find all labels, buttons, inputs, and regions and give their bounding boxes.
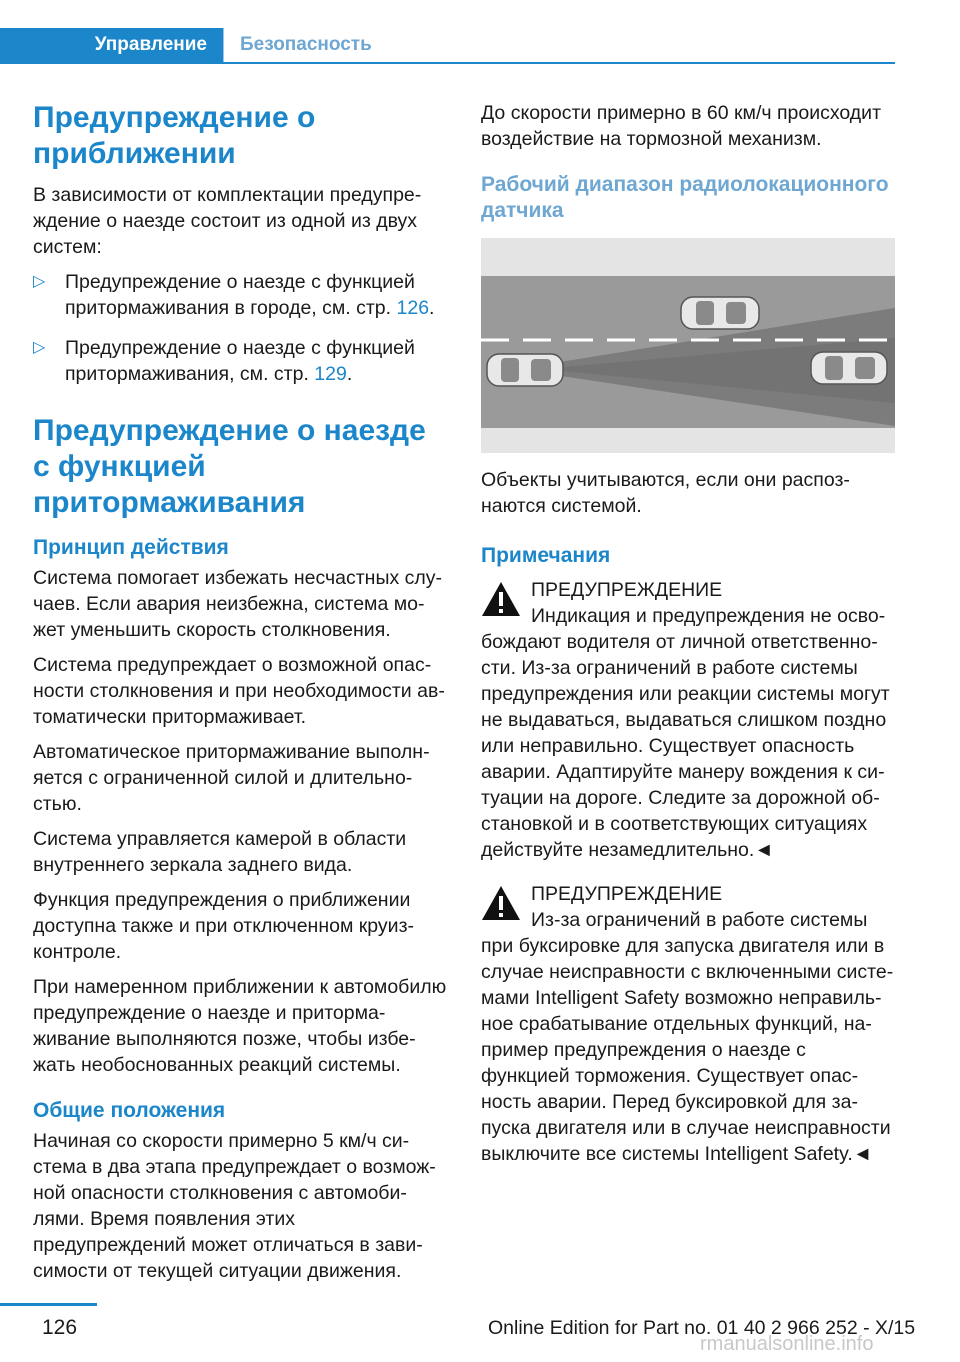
car-front-icon xyxy=(681,297,759,329)
principle-paragraph: Система помогает избежать несчастных случаев. Если авария неизбежна, система может уменьшить скорость столкновения. xyxy=(33,567,443,641)
principle-paragraph: Система предупреждает о возможной опасности столкновения и при необходимости автоматически притормаживает. xyxy=(33,654,445,728)
triangle-bullet-icon: ▷ xyxy=(33,273,46,290)
heading-general: Общие положения xyxy=(33,1099,226,1122)
brake-paragraph: До скорости примерно в 60 км/ч происходит воздействие на тормозной механизм. xyxy=(481,102,881,150)
bullet-text: Предупреждение о наезде с функцией притормаживания, см. стр. xyxy=(65,337,415,385)
general-paragraph: Начиная со скорости примерно 5 км/ч система в два этапа предупреждает о возможной опасности столкновения с автомобилями. Время появления этих предупреждений может отличаться в зависимости от текущей ситуации движения. xyxy=(33,1130,436,1282)
watermark: rmanualsonline.info xyxy=(700,1333,874,1355)
warning-title: ПРЕДУПРЕЖДЕНИЕ xyxy=(531,579,723,601)
warning-triangle-icon xyxy=(481,581,521,617)
warning-triangle-icon xyxy=(481,885,521,921)
warning-text: Из-за ограничений в работе системы при буксировке для запуска двигателя или в случае неисправности с включенными системами Intelligent Safety возможно неправильное срабатывание отдельных функций, например предупреждения о наезде с функцией торможения. Существует опасность аварии. Перед буксировкой для запуска двигателя или в случае неисправности выключите все системы Intelligent Safety.◄ xyxy=(481,909,894,1165)
intro-paragraph: В зависимости от комплектации предупреждение о наезде состоит из одной из двух систем: xyxy=(33,184,422,258)
list-item: ▷ Предупреждение о наезде с функцией притормаживания, см. стр. 129. xyxy=(33,337,415,385)
heading-principle: Принцип действия xyxy=(33,536,229,559)
heading-approach-warning: Предупреждение о приближении xyxy=(33,101,316,170)
figure-caption: Объекты учитываются, если они распознаются системой. xyxy=(481,469,850,517)
car-ahead-icon xyxy=(811,352,887,384)
page-reference-link[interactable]: 126 xyxy=(396,297,430,319)
heading-collision-warning: Предупреждение о наезде с функцией притормаживания xyxy=(33,414,426,519)
left-column xyxy=(33,100,448,1293)
right-column xyxy=(481,100,896,1167)
road-diagram xyxy=(481,238,895,453)
principle-paragraph: Система управляется камерой в области внутреннего зеркала заднего вида. xyxy=(33,828,407,876)
principle-paragraph: Функция предупреждения о приближении доступна также и при отключенном круиз-контроле. xyxy=(33,889,415,963)
warning-title: ПРЕДУПРЕЖДЕНИЕ xyxy=(531,883,723,905)
tab-safety[interactable]: Безопасность xyxy=(240,34,372,55)
section-tabs xyxy=(0,28,895,64)
triangle-bullet-icon: ▷ xyxy=(33,339,46,356)
warning-block xyxy=(481,881,896,1167)
tab-divider xyxy=(223,28,224,62)
heading-radar-range: Рабочий диапазон радиолокационного датчика xyxy=(481,173,889,222)
warning-block xyxy=(481,577,896,863)
page-number: 126 xyxy=(42,1316,78,1339)
principle-paragraph: При намеренном приближении к автомобилю предупреждение о наезде и притормaживание выполняются позже, чтобы избежать необоснованных реакций системы. xyxy=(33,976,447,1076)
radar-range-illustration xyxy=(481,238,895,453)
tab-control[interactable]: Управление xyxy=(0,28,223,62)
list-item: ▷ Предупреждение о наезде с функцией притормаживания в городе, см. стр. 126. xyxy=(33,271,435,319)
heading-notes: Примечания xyxy=(481,544,611,567)
footer-rule xyxy=(0,1303,97,1306)
edition-info: Online Edition for Part no. 01 40 2 966 252 - X/15 xyxy=(488,1317,916,1339)
car-own-icon xyxy=(487,354,563,386)
page-reference-link[interactable]: 129 xyxy=(314,363,347,385)
principle-paragraph: Автоматическое притормаживание выполняется с ограниченной силой и длительностью. xyxy=(33,741,430,815)
warning-text: Индикация и предупреждения не освобождают водителя от личной ответственности. Из-за ограничений в работе системы предупреждения или реакции системы могут не выдаваться, выдаваться слишком поздно или неправильно. Существует опасность аварии. Адаптируйте манеру вождения к ситуации на дороге. Следите за дорожной обстановкой и в соответствующих ситуациях действуйте незамедлительно.◄ xyxy=(481,605,890,861)
bullet-text: Предупреждение о наезде с функцией притормаживания в городе, см. стр. xyxy=(65,271,415,319)
